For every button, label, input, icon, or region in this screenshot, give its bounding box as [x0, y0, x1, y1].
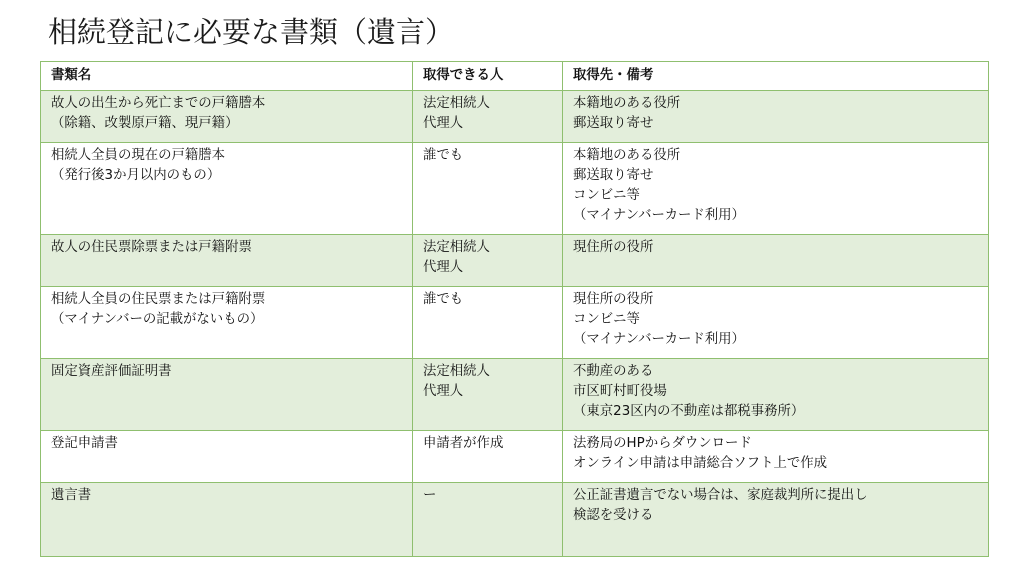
cell-text-line: 法定相続人: [423, 240, 490, 255]
table-row: [41, 483, 989, 557]
cell-who-can-obtain: [413, 91, 563, 143]
cell-text-line: 現住所の役所: [573, 292, 654, 307]
table-row: [41, 143, 989, 235]
cell-text-line: 検認を受ける: [573, 508, 654, 523]
header-where-notes: 取得先・備考: [563, 62, 989, 91]
cell-text-line: （マイナンバーカード利用）: [573, 208, 745, 223]
cell-where-notes: [563, 287, 989, 359]
cell-text-line: オンライン申請は申請総合ソフト上で作成: [573, 456, 828, 471]
table-row: [41, 431, 989, 483]
cell-text-line: 代理人: [423, 260, 464, 275]
cell-where-notes: [563, 143, 989, 235]
cell-text-line: 故人の出生から死亡までの戸籍謄本: [51, 96, 266, 111]
cell-text-line: 誰でも: [423, 148, 464, 163]
cell-text-line: 相続人全員の現在の戸籍謄本: [51, 148, 226, 163]
cell-text-line: 公正証書遺言でない場合は、家庭裁判所に提出し: [573, 488, 868, 503]
table-row: [41, 287, 989, 359]
cell-who-can-obtain: [413, 143, 563, 235]
cell-text-line: （マイナンバーの記載がないもの）: [51, 312, 264, 327]
cell-text-line: 市区町村町役場: [573, 384, 667, 399]
cell-text-line: 不動産のある: [573, 364, 654, 379]
cell-text-line: 法定相続人: [423, 96, 490, 111]
cell-text-line: コンビニ等: [573, 312, 640, 327]
header-who-can-obtain: 取得できる人: [413, 62, 563, 91]
table-header-row: [41, 62, 989, 91]
cell-text-line: 郵送取り寄せ: [573, 168, 654, 183]
cell-document-name: [41, 235, 413, 287]
cell-document-name: [41, 483, 413, 557]
cell-who-can-obtain: [413, 359, 563, 431]
cell-document-name: [41, 359, 413, 431]
cell-text-line: 固定資産評価証明書: [51, 364, 172, 379]
cell-text-line: 本籍地のある役所: [573, 148, 681, 163]
cell-document-name: [41, 287, 413, 359]
page-title: 相続登記に必要な書類（遺言）: [48, 15, 455, 49]
cell-text-line: 代理人: [423, 116, 464, 131]
cell-text-line: 誰でも: [423, 292, 464, 307]
cell-text-line: 郵送取り寄せ: [573, 116, 654, 131]
cell-text-line: （東京23区内の不動産は都税事務所）: [573, 404, 805, 419]
cell-who-can-obtain: [413, 431, 563, 483]
documents-table: [40, 61, 989, 557]
cell-who-can-obtain: [413, 483, 563, 557]
cell-who-can-obtain: [413, 235, 563, 287]
cell-document-name: [41, 431, 413, 483]
cell-text-line: 法定相続人: [423, 364, 490, 379]
cell-text-line: 本籍地のある役所: [573, 96, 681, 111]
cell-text-line: 法務局のHPからダウンロード: [573, 436, 752, 451]
cell-where-notes: [563, 91, 989, 143]
table-row: [41, 91, 989, 143]
cell-where-notes: [563, 483, 989, 557]
cell-text-line: （発行後3か月以内のもの）: [51, 168, 221, 183]
header-document-name: 書類名: [41, 62, 413, 91]
cell-text-line: ー: [423, 488, 437, 503]
cell-where-notes: [563, 235, 989, 287]
cell-where-notes: [563, 431, 989, 483]
table-row: [41, 235, 989, 287]
table-body: [41, 91, 989, 557]
cell-document-name: [41, 91, 413, 143]
cell-who-can-obtain: [413, 287, 563, 359]
cell-text-line: 申請者が作成: [423, 436, 504, 451]
table-row: [41, 359, 989, 431]
cell-text-line: 遺言書: [51, 488, 92, 503]
cell-text-line: 現住所の役所: [573, 240, 654, 255]
cell-where-notes: [563, 359, 989, 431]
cell-text-line: 登記申請書: [51, 436, 118, 451]
cell-text-line: コンビニ等: [573, 188, 640, 203]
cell-text-line: 故人の住民票除票または戸籍附票: [51, 240, 252, 255]
cell-text-line: （マイナンバーカード利用）: [573, 332, 745, 347]
cell-text-line: 相続人全員の住民票または戸籍附票: [51, 292, 266, 307]
cell-document-name: [41, 143, 413, 235]
cell-text-line: 代理人: [423, 384, 464, 399]
cell-text-line: （除籍、改製原戸籍、現戸籍）: [51, 116, 239, 131]
